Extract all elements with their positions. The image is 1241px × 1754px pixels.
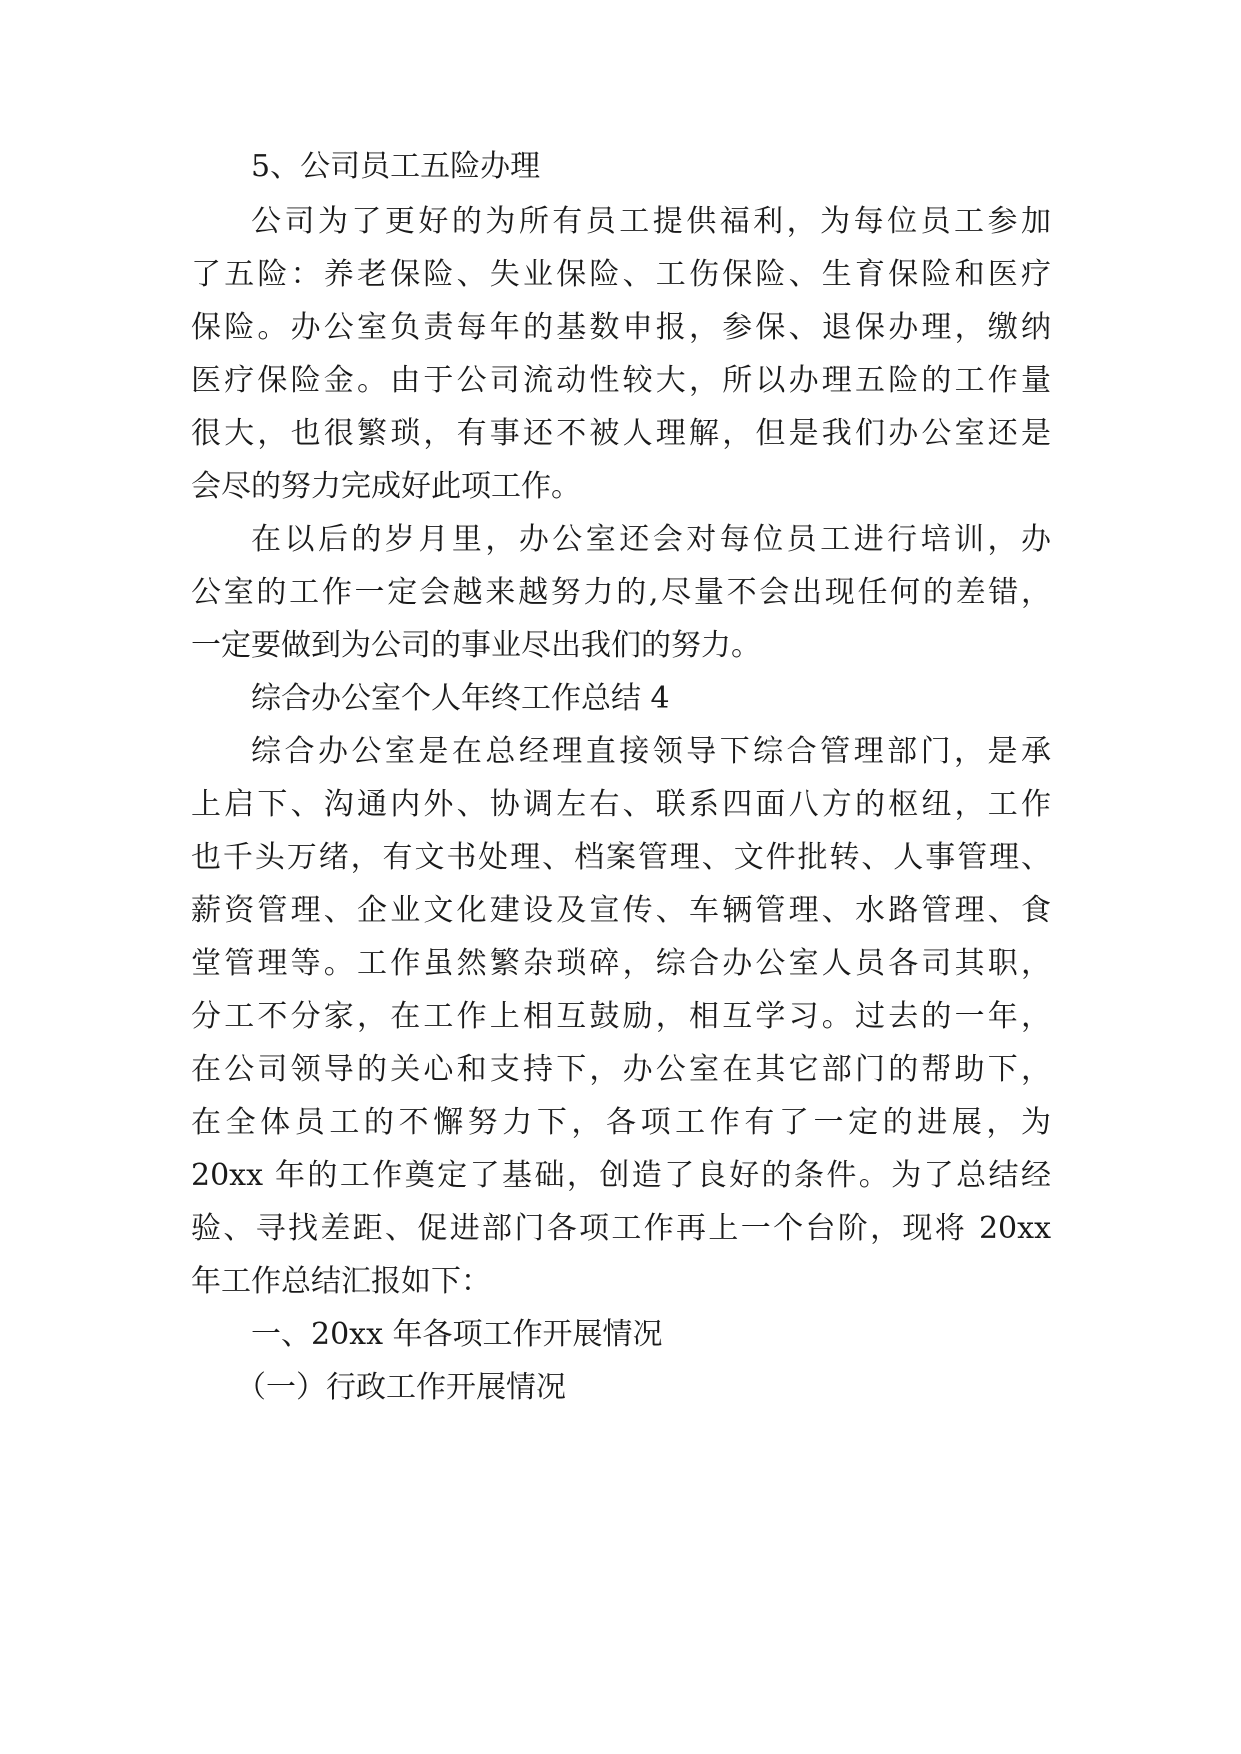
- section-title-summary-4: 综合办公室个人年终工作总结 4: [251, 681, 670, 716]
- paragraph-line: 薪资管理、企业文化建设及宣传、车辆管理、水路管理、食: [191, 893, 1051, 928]
- subsection-heading-admin-work: （一）行政工作开展情况: [236, 1370, 566, 1405]
- paragraph-line: 一定要做到为公司的事业尽出我们的努力。: [191, 628, 761, 663]
- paragraph-line: 综合办公室是在总经理直接领导下综合管理部门，是承: [251, 734, 1051, 769]
- paragraph-line: 会尽的努力完成好此项工作。: [191, 469, 581, 504]
- paragraph-line: 分工不分家，在工作上相互鼓励，相互学习。过去的一年，: [191, 999, 1051, 1034]
- paragraph-line: 保险。办公室负责每年的基数申报，参保、退保办理，缴纳: [191, 310, 1051, 345]
- paragraph-line: 医疗保险金。由于公司流动性较大，所以办理五险的工作量: [191, 363, 1051, 398]
- paragraph-line: 堂管理等。工作虽然繁杂琐碎，综合办公室人员各司其职，: [191, 946, 1051, 981]
- paragraph-line: 验、寻找差距、促进部门各项工作再上一个台阶，现将 20xx: [191, 1211, 1051, 1246]
- paragraph-line: 了五险：养老保险、失业保险、工伤保险、生育保险和医疗: [191, 257, 1051, 292]
- section-heading-work-overview: 一、20xx 年各项工作开展情况: [251, 1317, 663, 1352]
- paragraph-line: 年工作总结汇报如下：: [191, 1264, 491, 1299]
- paragraph-line: 20xx 年的工作奠定了基础，创造了良好的条件。为了总结经: [191, 1158, 1051, 1193]
- paragraph-line: 也千头万绪，有文书处理、档案管理、文件批转、人事管理、: [191, 840, 1051, 875]
- section-heading-five-insurances: 5、公司员工五险办理: [251, 149, 541, 184]
- paragraph-line: 公室的工作一定会越来越努力的,尽量不会出现任何的差错，: [191, 575, 1051, 610]
- paragraph-line: 很大，也很繁琐，有事还不被人理解，但是我们办公室还是: [191, 416, 1051, 451]
- paragraph-line: 在以后的岁月里，办公室还会对每位员工进行培训，办: [251, 522, 1051, 557]
- paragraph-line: 在全体员工的不懈努力下，各项工作有了一定的进展，为: [191, 1105, 1051, 1140]
- paragraph-line: 在公司领导的关心和支持下，办公室在其它部门的帮助下，: [191, 1052, 1051, 1087]
- paragraph-line: 公司为了更好的为所有员工提供福利，为每位员工参加: [251, 204, 1051, 239]
- paragraph-line: 上启下、沟通内外、协调左右、联系四面八方的枢纽，工作: [191, 787, 1051, 822]
